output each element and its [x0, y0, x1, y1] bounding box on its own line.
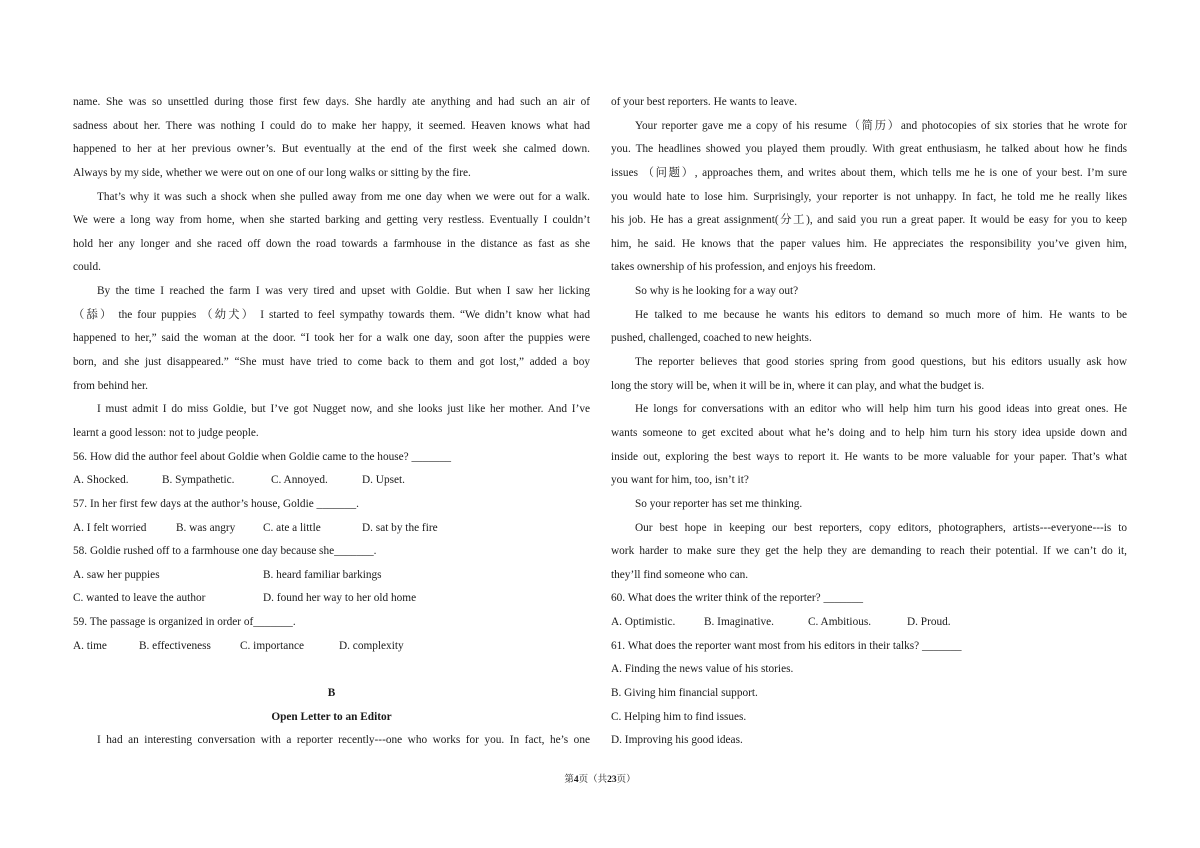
option-b[interactable]: B. effectiveness [139, 639, 211, 652]
passage-line: takes ownership of his profession, and enjoys his freedom. [611, 261, 876, 274]
section-title: Open Letter to an Editor [271, 710, 392, 723]
section-letter: B [327, 687, 336, 700]
option-c[interactable]: C. ate a little [263, 521, 321, 534]
passage-line: The reporter believes that good stories spring from good questions, but his editors usually ask how [635, 356, 1127, 369]
option-c[interactable]: C. importance [240, 639, 304, 652]
option-b[interactable]: B. heard familiar barkings [263, 568, 382, 581]
option-a[interactable]: A. Shocked. [73, 474, 129, 487]
passage-line: sadness about her. There was nothing I could do to make her happy, it seemed. Heaven knows what had [73, 119, 590, 132]
question-56: 56. How did the author feel about Goldie when Goldie came to the house? _______ [73, 450, 452, 463]
option-a[interactable]: A. Finding the news value of his stories. [611, 663, 794, 676]
passage-line: issues （问题）, approaches them, and writes about them, which tells me he is one of your best. I’m sure [611, 166, 1127, 179]
option-d[interactable]: D. Improving his good ideas. [611, 734, 743, 747]
passage-line: him, he said. He knows that the paper values him. He appreciates the responsibility you’ve given him, [611, 237, 1127, 250]
passage-line: from behind her. [73, 379, 148, 392]
passage-line: Always by my side, whether we were out on one of our long walks or sitting by the fire. [73, 166, 471, 179]
passage-line: So your reporter has set me thinking. [635, 497, 803, 510]
left-column [73, 91, 590, 753]
passage-line: I must admit I do miss Goldie, but I’ve got Nugget now, and she looks just like her mother. And I’ve [97, 403, 590, 416]
question-58-options-row2 [73, 587, 590, 611]
question-59: 59. The passage is organized in order of_______. [73, 616, 296, 629]
blank-line [73, 658, 590, 682]
passage-line: hold her any longer and she raced off down the road towards a farmhouse in the distance as fast as she [73, 237, 590, 250]
option-b[interactable]: B. was angry [176, 521, 236, 534]
passage-line: you would hate to lose him. Surprisingly, your reporter is not unhappy. In fact, he told me he really likes [611, 190, 1127, 203]
passage-line: you want for him, too, isn’t it? [611, 474, 749, 487]
option-d[interactable]: D. sat by the fire [362, 521, 438, 534]
passage-line: He talked to me because he wants his editors to demand so much more of him. He wants to be [635, 308, 1127, 321]
option-d[interactable]: D. found her way to her old home [263, 592, 417, 605]
question-58-options-row1 [73, 564, 590, 588]
passage-line: We were a long way from home, when she started barking and getting very restless. Eventually I couldn’t [73, 214, 590, 227]
question-59-options [73, 635, 590, 659]
question-57-options [73, 517, 590, 541]
option-d[interactable]: D. Proud. [907, 616, 951, 629]
option-c[interactable]: C. Annoyed. [271, 474, 328, 487]
passage-line: work harder to make sure they get the help they are demanding to reach their potential. If we can’t do it, [611, 545, 1127, 558]
passage-line: So why is he looking for a way out? [635, 285, 799, 298]
passage-line: of your best reporters. He wants to leave. [611, 96, 798, 108]
option-a[interactable]: A. I felt worried [73, 521, 147, 534]
footer-suffix: 页） [616, 775, 636, 785]
question-60: 60. What does the writer think of the reporter? _______ [611, 592, 864, 605]
passage-line: name. She was so unsettled during those first few days. She hardly ate anything and had such an air of [73, 96, 590, 108]
option-b[interactable]: B. Giving him financial support. [611, 687, 758, 700]
footer-middle: 页（共 [578, 775, 608, 785]
option-a[interactable]: A. time [73, 639, 107, 652]
question-57: 57. In her first few days at the author’s house, Goldie _______. [73, 497, 359, 510]
option-a[interactable]: A. Optimistic. [611, 616, 676, 629]
option-c[interactable]: C. Helping him to find issues. [611, 710, 747, 723]
passage-line: they’ll find someone who can. [611, 568, 749, 581]
passage-line: happened to her at her previous owner’s. But eventually at the end of the first week she calmed down. [73, 143, 590, 156]
passage-line: （舔） the four puppies （幼犬） I started to feel sympathy towards them. “We didn’t know what had [73, 308, 590, 321]
passage-line: wants someone to get excited about what he’s doing and to help him turn his story idea upside down and [611, 426, 1127, 439]
passage-line: learnt a good lesson: not to judge people. [73, 426, 259, 439]
option-d[interactable]: D. Upset. [362, 474, 405, 487]
passage-line: I had an interesting conversation with a reporter recently---one who works for you. In fact, he’s one [97, 734, 590, 747]
question-58: 58. Goldie rushed off to a farmhouse one day because she_______. [73, 545, 377, 558]
passage-line: By the time I reached the farm I was very tired and upset with Goldie. But when I saw her licking [97, 285, 590, 298]
footer-prefix: 第 [564, 775, 574, 785]
option-a[interactable]: A. saw her puppies [73, 568, 160, 581]
page-footer [0, 773, 1200, 787]
page-total: 23 [607, 775, 617, 785]
passage-line: his job. He has a great assignment(分工), and said you run a great paper. It would be easy for you to keep [611, 214, 1127, 227]
passage-line: He longs for conversations with an editor who will help him turn his good ideas into great ones. He [635, 403, 1127, 416]
passage-line: pushed, challenged, coached to new heights. [611, 332, 812, 345]
right-column [611, 91, 1127, 753]
passage-line: happened to her,” said the woman at the door. “I took her for a walk one day, soon after the puppies were [73, 332, 590, 345]
option-c[interactable]: C. Ambitious. [808, 616, 872, 629]
question-56-options [73, 469, 590, 493]
question-61: 61. What does the reporter want most from his editors in their talks? _______ [611, 639, 962, 652]
passage-line: That’s why it was such a shock when she pulled away from me one day when we were out for a walk. [97, 190, 590, 203]
page-number: 4 [573, 775, 579, 785]
passage-line: Your reporter gave me a copy of his resume（简历）and photocopies of six stories that he wrote for [635, 119, 1127, 132]
option-c[interactable]: C. wanted to leave the author [73, 592, 206, 605]
option-d[interactable]: D. complexity [339, 639, 404, 652]
passage-line: inside out, exploring the best ways to report it. He wants to be more valuable for your paper. That’s what [611, 450, 1127, 463]
passage-line: could. [73, 261, 101, 274]
passage-line: you. The headlines showed you played them proudly. With great enthusiasm, he talked about how he finds [611, 143, 1127, 156]
option-b[interactable]: B. Imaginative. [704, 616, 774, 629]
passage-line: long the story will be, when it will be in, where it can play, and what the budget is. [611, 379, 985, 392]
option-b[interactable]: B. Sympathetic. [162, 474, 235, 487]
question-60-options [611, 611, 1127, 635]
passage-line: Our best hope in keeping our best reporters, copy editors, photographers, artists---everyone---is to [635, 521, 1127, 534]
passage-line: born, and she just disappeared.” “She must have tried to come back to them and got lost,” added a boy [73, 356, 590, 369]
